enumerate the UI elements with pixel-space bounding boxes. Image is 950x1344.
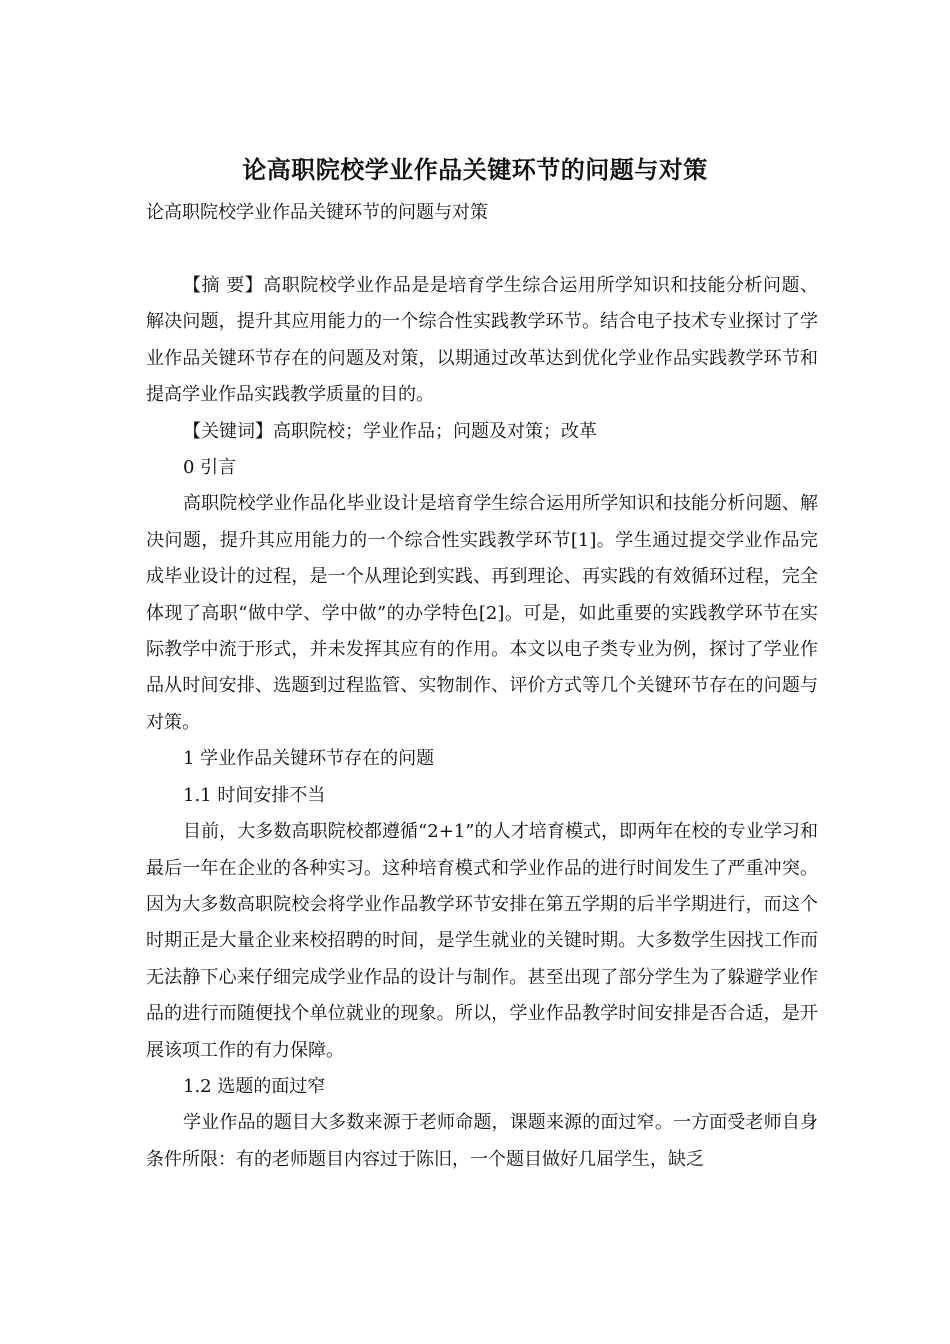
keywords-paragraph: 【关键词】高职院校；学业作品；问题及对策；改革 <box>183 420 597 442</box>
introduction-paragraph: 高职院校学业作品化毕业设计是培育学生综合运用所学知识和技能分析问题、解决问题，提升其应用能力的一个综合性实践教学环节[1]。学生通过提交学业作品完成毕业设计的过程，是一个从理论到实践、再到理论、再实践的有效循环过程，完全体现了高职“做中学、学中做”的办学特色[2]。可是，如此重要的实践教学环节在实际教学中流于形式，并未发挥其应有的作用。本文以电子类专业为例，探讨了学业作品从时间安排、选题到过程监管、实物制作、评价方式等几个关键环节存在的问题与对策。 <box>146 493 818 733</box>
page-title: 论高职院校学业作品关键环节的问题与对策 <box>242 155 708 184</box>
section-heading-introduction: 0 引言 <box>183 457 237 479</box>
page-subtitle: 论高职院校学业作品关键环节的问题与对策 <box>146 202 488 223</box>
document-body <box>146 268 818 1178</box>
subsection-heading-topic: 1.2 选题的面过窄 <box>183 1075 326 1097</box>
subsection-heading-time: 1.1 时间安排不当 <box>183 784 326 806</box>
section-heading-problems: 1 学业作品关键环节存在的问题 <box>183 748 435 770</box>
topic-selection-paragraph: 学业作品的题目大多数来源于老师命题，课题来源的面过窄。一方面受老师自身条件所限：有的老师题目内容过于陈旧，一个题目做好几届学生，缺乏 <box>146 1112 818 1170</box>
time-arrangement-paragraph: 目前，大多数高职院校都遵循“2+1”的人才培育模式，即两年在校的专业学习和最后一年在企业的各种实习。这种培育模式和学业作品的进行时间发生了严重冲突。因为大多数高职院校会将学业作品教学环节安排在第五学期的后半学期进行，而这个时期正是大量企业来校招聘的时间，是学生就业的关键时期。大多数学生因找工作而无法静下心来仔细完成学业作品的设计与制作。甚至出现了部分学生为了躲避学业作品的进行而随便找个单位就业的现象。所以，学业作品教学时间安排是否合适，是开展该项工作的有力保障。 <box>146 821 818 1061</box>
abstract-paragraph: 【摘 要】高职院校学业作品是是培育学生综合运用所学知识和技能分析问题、解决问题，提升其应用能力的一个综合性实践教学环节。结合电子技术专业探讨了学业作品关键环节存在的问题及对策，以期通过改革达到优化学业作品实践教学环节和提高学业作品实践教学质量的目的。 <box>146 275 818 406</box>
